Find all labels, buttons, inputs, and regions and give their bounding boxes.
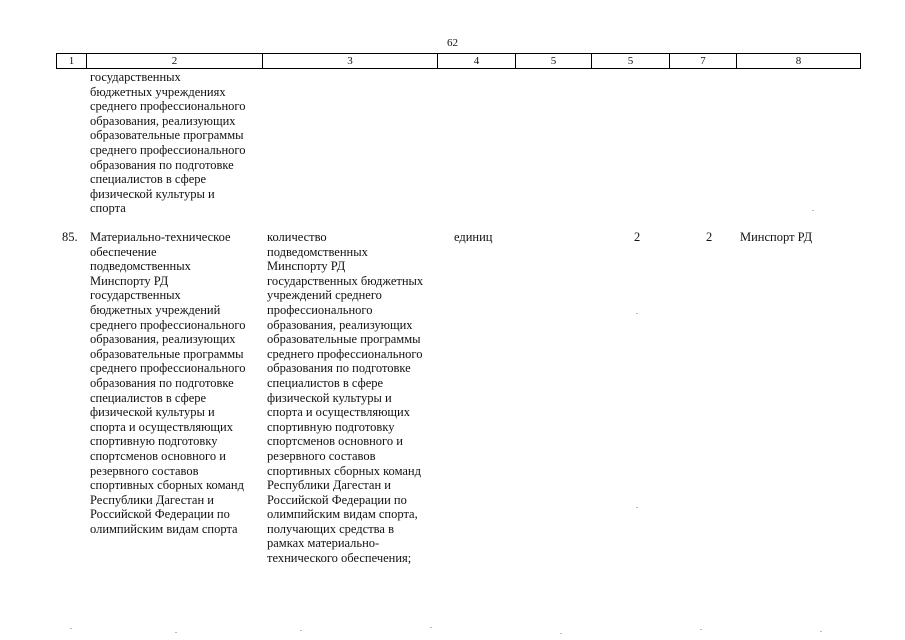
header-col-1: 1 — [56, 54, 86, 68]
scan-speck — [636, 313, 638, 314]
page-number: 62 — [447, 37, 458, 49]
scan-speck — [70, 628, 72, 629]
header-col-5: 5 — [515, 54, 591, 68]
row-85-col2: Материально-техническое обеспечение подведомственных Минспорту РД государственных бюджетных учреждений среднего профессионального образования, реализующих образовательные программы среднего профессионального образования по подготовке специалистов в сфере физической культуры и спорта и осуществляющих спортивную подготовку спортсменов основного и резервного составов спортивных сборных команд Республики Дагестан и Российской Федерации по олимпийским видам спорта — [90, 230, 246, 536]
scan-speck — [700, 629, 702, 630]
continuation-cell-col2: государственных бюджетных учреждениях среднего профессионального образования, реализующих образовательные программы среднего профессионального образования по подготовке специалистов в сфере физической культуры и спорта — [90, 70, 246, 216]
scan-speck — [560, 633, 562, 634]
row-85-col4: единиц — [454, 230, 493, 244]
row-85-col3: количество подведомственных Минспорту РД государственных бюджетных учреждений среднего профессионального образования, реализующих образовательные программы среднего профессионального образования по подготовке специалистов в сфере физической культуры и спорта и осуществляющих спортивную подготовку спортсменов основного и резервного составов спортивных сборных команд Республики Дагестан и Российской Федерации по олимпийским видам спорта, получающих средства в рамках материально- технического обеспечения; — [267, 230, 424, 566]
header-col-6: 5 — [591, 54, 669, 68]
header-col-4: 4 — [437, 54, 515, 68]
row-85-col6: 2 — [634, 230, 641, 244]
scan-speck — [430, 627, 432, 628]
header-col-7: 7 — [669, 54, 736, 68]
header-col-2: 2 — [86, 54, 262, 68]
scan-speck — [300, 630, 302, 631]
scan-speck — [175, 632, 177, 633]
table-header-row — [56, 53, 861, 69]
scan-speck — [812, 210, 814, 211]
scan-speck — [820, 631, 822, 632]
header-col-3: 3 — [262, 54, 437, 68]
scan-speck — [636, 507, 638, 508]
row-85-col8: Минспорт РД — [740, 230, 813, 244]
header-col-8: 8 — [736, 54, 861, 68]
row-85-col7: 2 — [706, 230, 713, 244]
row-number: 85. — [62, 230, 78, 244]
